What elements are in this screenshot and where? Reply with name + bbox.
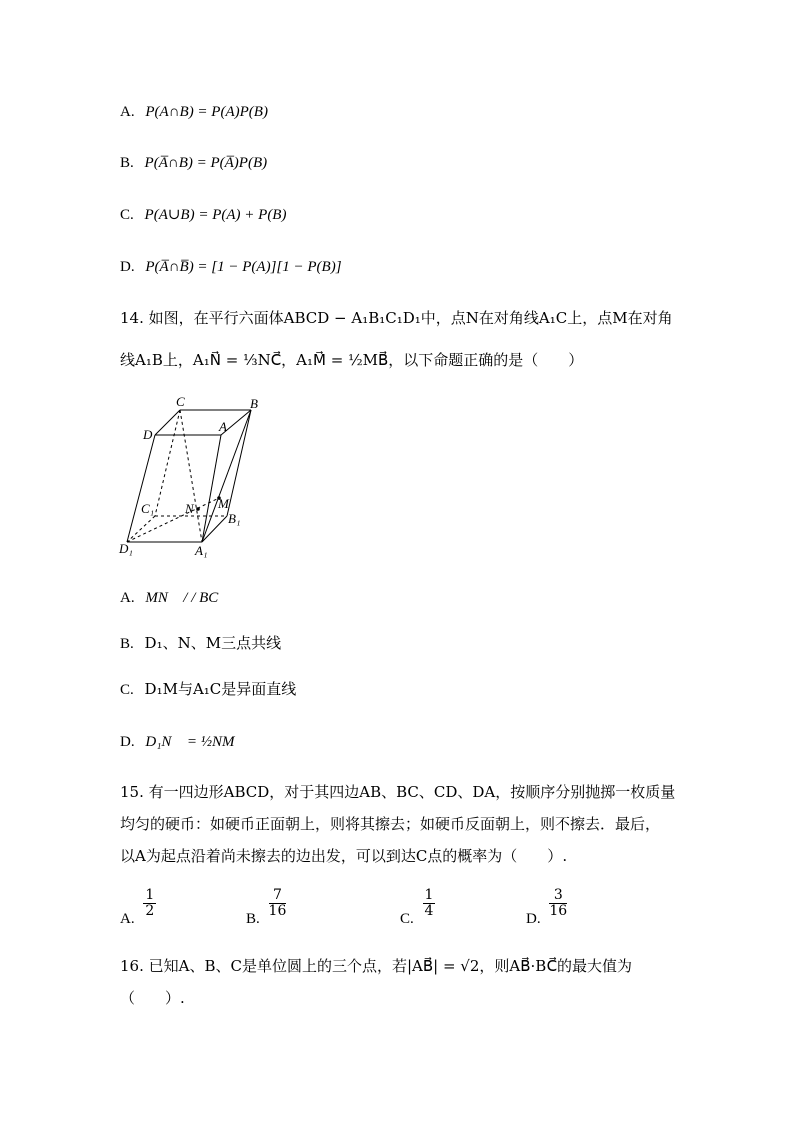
option-expression: P(A∪B) = P(A) + P(B) bbox=[144, 207, 287, 223]
option-label: C. bbox=[120, 682, 134, 698]
vertex-label-a1: A₁ bbox=[195, 543, 208, 558]
fraction bbox=[549, 888, 567, 919]
diag-a1c bbox=[180, 410, 202, 542]
q13-option-d bbox=[120, 255, 342, 278]
point-label-m: M bbox=[218, 496, 229, 511]
fraction bbox=[143, 888, 156, 919]
vertex-label-d1: D₁ bbox=[119, 541, 133, 556]
vertex-label-d: D bbox=[143, 427, 153, 442]
option-label: B. bbox=[120, 155, 134, 171]
fraction bbox=[423, 888, 436, 919]
q13-option-b bbox=[120, 151, 267, 174]
option-expression: D₁M与A₁C是异面直线 bbox=[144, 680, 297, 698]
fraction-denominator: 4 bbox=[424, 903, 434, 919]
q15-option-c bbox=[400, 888, 435, 928]
edge-d1d bbox=[127, 435, 155, 542]
q13-option-c bbox=[120, 203, 286, 226]
option-label: A. bbox=[120, 911, 135, 927]
option-label: D. bbox=[120, 259, 135, 275]
fraction-denominator: 16 bbox=[268, 903, 287, 919]
fraction-numerator: 7 bbox=[269, 888, 287, 904]
vertex-label-a: A bbox=[219, 419, 227, 434]
fraction bbox=[269, 888, 287, 919]
q14-option-d bbox=[120, 730, 246, 753]
option-label: B. bbox=[120, 636, 134, 652]
fraction-numerator: 3 bbox=[549, 888, 567, 904]
q14-option-c bbox=[120, 678, 296, 701]
vertex-label-c: C bbox=[176, 394, 185, 409]
fraction-numerator: 1 bbox=[145, 887, 155, 903]
q15-option-d bbox=[526, 888, 567, 928]
vertex-label-b1: B₁ bbox=[228, 511, 241, 526]
q15-option-b bbox=[246, 888, 286, 928]
option-label: D. bbox=[526, 911, 541, 927]
option-label: D. bbox=[120, 734, 135, 750]
q16-stem bbox=[120, 950, 680, 1014]
option-label: B. bbox=[246, 911, 260, 927]
option-expression: MN⃗ / / BC⃗ bbox=[145, 590, 230, 606]
option-expression: D₁、N、M三点共线 bbox=[144, 634, 282, 652]
point-n bbox=[196, 507, 200, 511]
option-expression: P(A̅∩B̅) = [1 − P(A)][1 − P(B)] bbox=[145, 259, 342, 275]
fraction-numerator: 1 bbox=[424, 887, 434, 903]
q15-stem-line-3: 以A为起点沿着尚未擦去的边出发，可以到达C点的概率为（ ）. bbox=[120, 847, 568, 865]
vertex-label-c1: C₁ bbox=[141, 501, 155, 516]
option-label: A. bbox=[120, 590, 135, 606]
option-label: A. bbox=[120, 104, 135, 120]
option-label: C. bbox=[120, 207, 134, 223]
hidden-edge-cc1 bbox=[155, 410, 180, 516]
edge-a1a bbox=[202, 435, 221, 542]
q16-stem-line-1: 16. 已知A、B、C是单位圆上的三个点，若|AB⃗| = √2，则AB⃗·BC⃗的最大值为 bbox=[120, 957, 633, 975]
point-label-n: N bbox=[185, 501, 194, 516]
parallelepiped-figure bbox=[115, 392, 275, 564]
q15-stem-line-1: 15. 有一四边形ABCD，对于其四边AB、BC、CD、DA，按顺序分别抛掷一枚质量 bbox=[120, 783, 676, 801]
q13-option-a bbox=[120, 100, 268, 123]
vertex-label-b: B bbox=[250, 396, 258, 411]
fraction-denominator: 16 bbox=[549, 903, 568, 919]
hidden-edge-c1d1 bbox=[127, 516, 155, 542]
edge-dc bbox=[155, 410, 180, 435]
q14-option-a bbox=[120, 586, 230, 609]
fraction-denominator: 2 bbox=[145, 903, 155, 919]
option-expression: P(A̅∩B) = P(A̅)P(B) bbox=[144, 155, 268, 171]
option-label: C. bbox=[400, 911, 414, 927]
edge-b1b bbox=[227, 410, 251, 516]
q14-stem-line-1: 14. 如图，在平行六面体ABCD − A₁B₁C₁D₁中，点N在对角线A₁C上，点M在对角 bbox=[120, 309, 673, 327]
q14-stem-line-2: 线A₁B上，A₁N⃗ = ⅓NC⃗，A₁M⃗ = ½MB⃗，以下命题正确的是（ ） bbox=[120, 351, 584, 369]
option-expression: D₁N⃗ = ½NM⃗ bbox=[145, 734, 247, 750]
option-expression: P(A∩B) = P(A)P(B) bbox=[145, 104, 268, 120]
q15-option-a bbox=[120, 888, 156, 928]
q14-option-b bbox=[120, 632, 281, 655]
q16-stem-line-2: （ ）. bbox=[120, 989, 185, 1007]
q15-stem bbox=[120, 776, 680, 872]
q15-stem-line-2: 均匀的硬币：如硬币正面朝上，则将其擦去；如硬币反面朝上，则不擦去．最后， bbox=[120, 815, 661, 833]
q14-stem bbox=[120, 302, 680, 376]
